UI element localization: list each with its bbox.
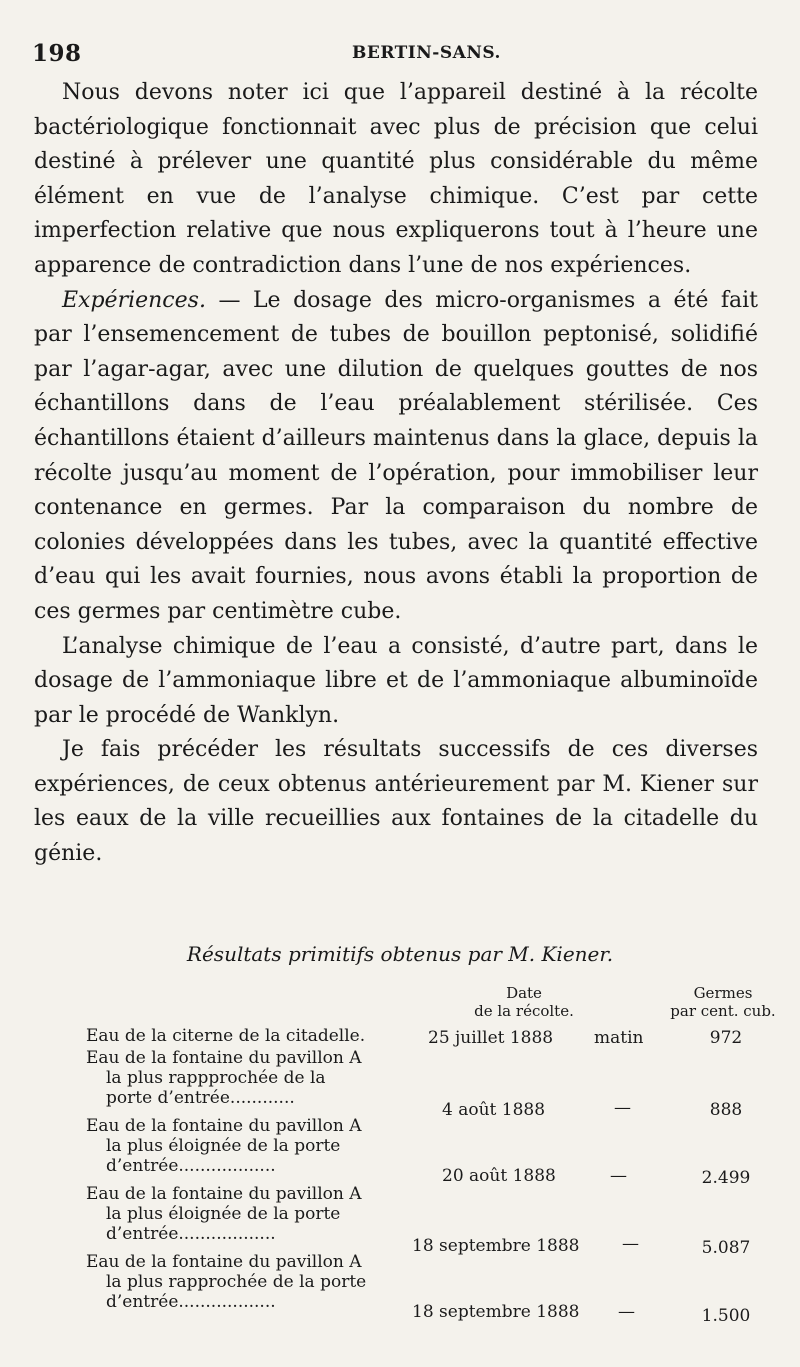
row-label bbox=[86, 1252, 386, 1312]
row-dash: — bbox=[614, 1098, 631, 1118]
row-label-line: Eau de la fontaine du pavillon A bbox=[86, 1048, 362, 1068]
row-date: 18 septembre 1888 bbox=[412, 1302, 580, 1322]
paragraph-experiences bbox=[34, 284, 758, 630]
row-label-line: Eau de la fontaine du pavillon A bbox=[86, 1252, 362, 1272]
row-dash: — bbox=[610, 1166, 627, 1186]
row-label bbox=[86, 1048, 386, 1108]
row-label bbox=[86, 1184, 386, 1244]
row-date: 25 juillet 1888 bbox=[428, 1028, 554, 1048]
column-header-germs bbox=[668, 984, 778, 1020]
row-germs: 888 bbox=[709, 1100, 743, 1120]
column-header-date bbox=[454, 984, 594, 1020]
column-header-date-line2: de la récolte. bbox=[474, 1002, 574, 1020]
paragraph-kiener: Je fais précéder les résultats successifs de ces diverses expériences, de ceux obtenus antérieurement par M. Kiener sur les eaux de la ville recueillies aux fontaines de la citadelle du génie. bbox=[34, 737, 758, 867]
row-date: 20 août 1888 bbox=[442, 1166, 556, 1186]
row-label-line: la plus rappprochée de la bbox=[106, 1068, 326, 1088]
row-label-line: Eau de la citerne de la citadelle. bbox=[86, 1026, 366, 1046]
row-label-line: d’entrée.................. bbox=[106, 1156, 276, 1176]
row-label-line: d’entrée.................. bbox=[106, 1224, 276, 1244]
row-label-line: Eau de la fontaine du pavillon A bbox=[86, 1184, 362, 1204]
paragraph-analyse: L’analyse chimique de l’eau a consisté, d’autre part, dans le dosage de l’ammoniaque libre et de l’ammoniaque albuminoïde par le procédé de Wanklyn. bbox=[34, 633, 758, 728]
row-label-line: porte d’entrée............ bbox=[106, 1088, 295, 1108]
row-germs: 972 bbox=[709, 1028, 743, 1048]
row-date: 18 septembre 1888 bbox=[412, 1236, 580, 1256]
table-row bbox=[86, 1116, 766, 1188]
row-label bbox=[86, 1116, 386, 1176]
table-row bbox=[86, 1252, 766, 1324]
table-row bbox=[86, 1048, 766, 1120]
row-time: matin bbox=[594, 1028, 644, 1048]
column-header-germs-line2: par cent. cub. bbox=[670, 1002, 776, 1020]
row-label-line: la plus rapprochée de la porte bbox=[106, 1272, 367, 1292]
row-germs: 1.500 bbox=[701, 1306, 751, 1326]
paragraph-appareil: Nous devons noter ici que l’appareil destiné à la récolte bactériologique fonctionnait avec plus de précision que celui destiné à prélever une quantité plus considérable du même élément en vue de l’analyse chimique. C’est par cette imperfection relative que nous expliquerons tout à l’heure une apparence de contradiction dans l’une de nos expériences. bbox=[34, 80, 758, 278]
row-date: 4 août 1888 bbox=[442, 1100, 546, 1120]
row-label bbox=[86, 1026, 386, 1046]
experiences-heading: Expériences. bbox=[62, 287, 206, 313]
table-title: Résultats primitifs obtenus par M. Kiener. bbox=[186, 942, 614, 966]
column-header-germs-line1: Germes bbox=[693, 984, 753, 1002]
page-header bbox=[32, 40, 772, 70]
row-label-line: d’entrée.................. bbox=[106, 1292, 276, 1312]
row-dash: — bbox=[618, 1302, 635, 1322]
running-title: BERTIN-SANS. bbox=[352, 43, 501, 63]
table-row bbox=[86, 1184, 766, 1258]
row-dash: — bbox=[622, 1234, 639, 1254]
page-number: 198 bbox=[32, 40, 82, 67]
row-germs: 2.499 bbox=[701, 1168, 751, 1188]
experiences-body: — Le dosage des micro-organismes a été fait par l’ensemencement de tubes de bouillon peptonisé, solidifié par l’agar-agar, avec une dilution de quelques gouttes de nos échantillons dans de l’eau préalablement stérilisée. Ces échantillons étaient d’ailleurs maintenus dans la glace, depuis la récolte jusqu’au moment de l’opération, pour immobiliser leur contenance en germes. Par la comparaison du nombre de colonies développées dans les tubes, avec la quantité effective d’eau qui les avait fournies, nous avons établi la proportion de ces germes par centimètre cube. bbox=[34, 287, 758, 624]
column-header-date-line1: Date bbox=[506, 984, 542, 1002]
row-label-line: la plus éloignée de la porte bbox=[106, 1204, 341, 1224]
body-text bbox=[34, 76, 758, 872]
row-label-line: Eau de la fontaine du pavillon A bbox=[86, 1116, 362, 1136]
row-label-line: la plus éloignée de la porte bbox=[106, 1136, 341, 1156]
table-row bbox=[86, 1026, 766, 1048]
row-germs: 5.087 bbox=[701, 1238, 751, 1258]
